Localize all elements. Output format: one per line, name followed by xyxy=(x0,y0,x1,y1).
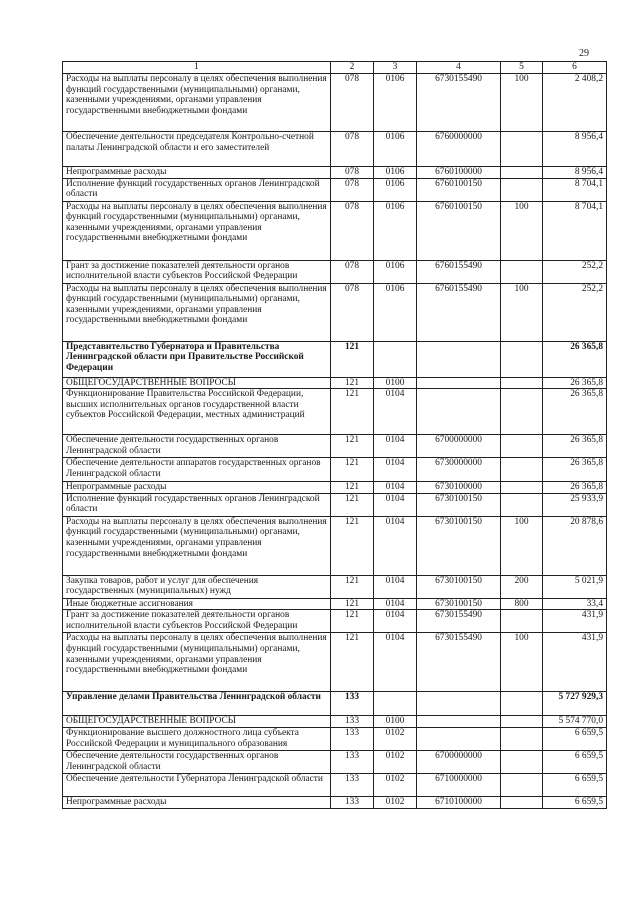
cell-org-code: 121 xyxy=(331,389,374,435)
cell-target-code: 6730000000 xyxy=(417,458,501,482)
cell-org-code: 121 xyxy=(331,610,374,633)
table-row xyxy=(63,341,607,377)
cell-name: Расходы на выплаты персоналу в целях обеспечения выполнения функций государственными (муниципальными) органами, казенными учреждениями, органами управления государственными внебюджетными фондами xyxy=(63,283,331,341)
cell-org-code: 133 xyxy=(331,796,374,808)
table-row xyxy=(63,610,607,633)
cell-expense-type xyxy=(501,178,543,201)
column-header-section: 3 xyxy=(374,62,417,74)
cell-target-code xyxy=(417,341,501,377)
cell-section-code: 0104 xyxy=(374,633,417,692)
cell-name: ОБЩЕГОСУДАРСТВЕННЫЕ ВОПРОСЫ xyxy=(63,716,331,728)
cell-target-code: 6760155490 xyxy=(417,283,501,341)
cell-name: Грант за достижение показателей деятельности органов исполнительной власти субъектов Российской Федерации xyxy=(63,260,331,283)
cell-sum: 6 659,5 xyxy=(543,750,607,773)
cell-sum: 8 956,4 xyxy=(543,167,607,179)
table-row xyxy=(63,167,607,179)
cell-org-code: 078 xyxy=(331,201,374,260)
column-header-org: 2 xyxy=(331,62,374,74)
table-row xyxy=(63,283,607,341)
cell-org-code: 121 xyxy=(331,516,374,575)
table-row xyxy=(63,716,607,728)
cell-org-code: 133 xyxy=(331,773,374,796)
table-header-row xyxy=(63,62,607,74)
cell-org-code: 133 xyxy=(331,727,374,750)
cell-target-code: 6700000000 xyxy=(417,435,501,458)
cell-org-code: 121 xyxy=(331,458,374,482)
cell-expense-type: 100 xyxy=(501,74,543,132)
cell-sum: 26 365,8 xyxy=(543,389,607,435)
cell-name: Функционирование Правительства Российской Федерации, высших исполнительных органов государственной власти субъектов Российской Федерации, местных администраций xyxy=(63,389,331,435)
cell-target-code: 6730155490 xyxy=(417,610,501,633)
cell-expense-type: 200 xyxy=(501,575,543,598)
cell-sum: 8 704,1 xyxy=(543,178,607,201)
cell-sum: 25 933,9 xyxy=(543,493,607,516)
cell-section-code: 0102 xyxy=(374,796,417,808)
cell-expense-type xyxy=(501,773,543,796)
cell-target-code xyxy=(417,377,501,389)
cell-expense-type: 100 xyxy=(501,201,543,260)
cell-sum: 8 956,4 xyxy=(543,132,607,167)
cell-expense-type xyxy=(501,458,543,482)
column-header-expense-type: 5 xyxy=(501,62,543,74)
table-row xyxy=(63,493,607,516)
cell-target-code xyxy=(417,692,501,716)
cell-org-code: 078 xyxy=(331,260,374,283)
cell-name: Исполнение функций государственных органов Ленинградской области xyxy=(63,493,331,516)
cell-target-code: 6760155490 xyxy=(417,260,501,283)
cell-expense-type xyxy=(501,716,543,728)
table-row xyxy=(63,773,607,796)
cell-expense-type xyxy=(501,482,543,494)
table-row xyxy=(63,516,607,575)
cell-target-code: 6710100000 xyxy=(417,796,501,808)
column-header-name: 1 xyxy=(63,62,331,74)
cell-name: Обеспечение деятельности государственных органов Ленинградской области xyxy=(63,750,331,773)
cell-name: Грант за достижение показателей деятельности органов исполнительной власти субъектов Российской Федерации xyxy=(63,610,331,633)
cell-section-code: 0104 xyxy=(374,493,417,516)
table-row xyxy=(63,458,607,482)
budget-table xyxy=(62,61,607,809)
cell-sum: 26 365,8 xyxy=(543,435,607,458)
cell-expense-type: 100 xyxy=(501,633,543,692)
cell-section-code: 0106 xyxy=(374,260,417,283)
cell-target-code: 6730100150 xyxy=(417,598,501,610)
cell-section-code xyxy=(374,692,417,716)
cell-target-code: 6760100000 xyxy=(417,167,501,179)
cell-sum: 252,2 xyxy=(543,260,607,283)
cell-name: ОБЩЕГОСУДАРСТВЕННЫЕ ВОПРОСЫ xyxy=(63,377,331,389)
table-row xyxy=(63,750,607,773)
cell-section-code xyxy=(374,341,417,377)
cell-section-code: 0106 xyxy=(374,167,417,179)
table-row xyxy=(63,633,607,692)
cell-org-code: 078 xyxy=(331,283,374,341)
cell-section-code: 0106 xyxy=(374,132,417,167)
cell-org-code: 121 xyxy=(331,575,374,598)
cell-section-code: 0100 xyxy=(374,377,417,389)
table-row xyxy=(63,598,607,610)
cell-expense-type xyxy=(501,727,543,750)
cell-expense-type: 800 xyxy=(501,598,543,610)
cell-name: Обеспечение деятельности государственных органов Ленинградской области xyxy=(63,435,331,458)
cell-expense-type xyxy=(501,750,543,773)
cell-section-code: 0106 xyxy=(374,178,417,201)
cell-sum: 6 659,5 xyxy=(543,727,607,750)
cell-sum: 5 574 770,0 xyxy=(543,716,607,728)
cell-name: Расходы на выплаты персоналу в целях обеспечения выполнения функций государственными (муниципальными) органами, казенными учреждениями, органами управления государственными внебюджетными фондами xyxy=(63,516,331,575)
cell-section-code: 0104 xyxy=(374,435,417,458)
cell-sum: 6 659,5 xyxy=(543,773,607,796)
cell-expense-type xyxy=(501,167,543,179)
column-header-sum: 6 xyxy=(543,62,607,74)
cell-name: Непрограммные расходы xyxy=(63,482,331,494)
cell-section-code: 0102 xyxy=(374,750,417,773)
cell-sum: 431,9 xyxy=(543,633,607,692)
cell-org-code: 078 xyxy=(331,132,374,167)
table-row xyxy=(63,74,607,132)
cell-name: Обеспечение деятельности председателя Контрольно-счетной палаты Ленинградской области и его заместителей xyxy=(63,132,331,167)
cell-name: Непрограммные расходы xyxy=(63,796,331,808)
cell-org-code: 121 xyxy=(331,598,374,610)
table-row xyxy=(63,132,607,167)
page-number: 29 xyxy=(579,48,589,59)
cell-org-code: 133 xyxy=(331,716,374,728)
table-row xyxy=(63,796,607,808)
cell-org-code: 121 xyxy=(331,377,374,389)
cell-sum: 5 727 929,3 xyxy=(543,692,607,716)
cell-org-code: 133 xyxy=(331,750,374,773)
cell-section-code: 0104 xyxy=(374,458,417,482)
cell-section-code: 0104 xyxy=(374,482,417,494)
cell-org-code: 078 xyxy=(331,167,374,179)
cell-target-code: 6710000000 xyxy=(417,773,501,796)
cell-sum: 431,9 xyxy=(543,610,607,633)
cell-section-code: 0106 xyxy=(374,283,417,341)
cell-sum: 26 365,8 xyxy=(543,458,607,482)
cell-name: Расходы на выплаты персоналу в целях обеспечения выполнения функций государственными (муниципальными) органами, казенными учреждениями, органами управления государственными внебюджетными фондами xyxy=(63,201,331,260)
cell-target-code: 6700000000 xyxy=(417,750,501,773)
cell-target-code xyxy=(417,389,501,435)
cell-expense-type xyxy=(501,610,543,633)
cell-target-code: 6730155490 xyxy=(417,633,501,692)
table-row xyxy=(63,260,607,283)
cell-name: Представительство Губернатора и Правительства Ленинградской области при Правительстве Российской Федерации xyxy=(63,341,331,377)
table-row xyxy=(63,178,607,201)
cell-name: Расходы на выплаты персоналу в целях обеспечения выполнения функций государственными (муниципальными) органами, казенными учреждениями, органами управления государственными внебюджетными фондами xyxy=(63,633,331,692)
cell-sum: 8 704,1 xyxy=(543,201,607,260)
cell-name: Непрограммные расходы xyxy=(63,167,331,179)
cell-target-code xyxy=(417,716,501,728)
cell-name: Обеспечение деятельности аппаратов государственных органов Ленинградской области xyxy=(63,458,331,482)
cell-target-code: 6730155490 xyxy=(417,74,501,132)
cell-sum: 26 365,8 xyxy=(543,377,607,389)
cell-target-code: 6730100150 xyxy=(417,575,501,598)
cell-expense-type xyxy=(501,389,543,435)
cell-expense-type: 100 xyxy=(501,283,543,341)
cell-section-code: 0104 xyxy=(374,610,417,633)
table-row xyxy=(63,482,607,494)
cell-org-code: 078 xyxy=(331,178,374,201)
cell-org-code: 133 xyxy=(331,692,374,716)
cell-expense-type xyxy=(501,435,543,458)
cell-target-code: 6760100150 xyxy=(417,178,501,201)
cell-expense-type: 100 xyxy=(501,516,543,575)
cell-target-code: 6730100000 xyxy=(417,482,501,494)
cell-sum: 252,2 xyxy=(543,283,607,341)
cell-org-code: 121 xyxy=(331,435,374,458)
table-row xyxy=(63,727,607,750)
table-row xyxy=(63,389,607,435)
cell-section-code: 0100 xyxy=(374,716,417,728)
cell-section-code: 0104 xyxy=(374,516,417,575)
cell-expense-type xyxy=(501,493,543,516)
cell-org-code: 121 xyxy=(331,493,374,516)
cell-name: Функционирование высшего должностного лица субъекта Российской Федерации и муниципального образования xyxy=(63,727,331,750)
cell-sum: 26 365,8 xyxy=(543,482,607,494)
column-header-target: 4 xyxy=(417,62,501,74)
cell-sum: 20 878,6 xyxy=(543,516,607,575)
cell-org-code: 121 xyxy=(331,341,374,377)
table-row xyxy=(63,435,607,458)
cell-target-code: 6730100150 xyxy=(417,516,501,575)
table-row xyxy=(63,201,607,260)
cell-sum: 26 365,8 xyxy=(543,341,607,377)
cell-expense-type xyxy=(501,132,543,167)
cell-org-code: 121 xyxy=(331,482,374,494)
cell-target-code xyxy=(417,727,501,750)
cell-section-code: 0102 xyxy=(374,727,417,750)
cell-org-code: 121 xyxy=(331,633,374,692)
table-body xyxy=(63,74,607,809)
cell-sum: 2 408,2 xyxy=(543,74,607,132)
cell-section-code: 0104 xyxy=(374,598,417,610)
cell-target-code: 6760100150 xyxy=(417,201,501,260)
cell-sum: 6 659,5 xyxy=(543,796,607,808)
cell-target-code: 6760000000 xyxy=(417,132,501,167)
cell-name: Обеспечение деятельности Губернатора Ленинградской области xyxy=(63,773,331,796)
cell-expense-type xyxy=(501,692,543,716)
cell-section-code: 0104 xyxy=(374,389,417,435)
cell-name: Управление делами Правительства Ленинградской области xyxy=(63,692,331,716)
cell-expense-type xyxy=(501,796,543,808)
cell-name: Расходы на выплаты персоналу в целях обеспечения выполнения функций государственными (муниципальными) органами, казенными учреждениями, органами управления государственными внебюджетными фондами xyxy=(63,74,331,132)
table-row xyxy=(63,692,607,716)
cell-sum: 5 021,9 xyxy=(543,575,607,598)
table-row xyxy=(63,575,607,598)
cell-section-code: 0104 xyxy=(374,575,417,598)
cell-name: Закупка товаров, работ и услуг для обеспечения государственных (муниципальных) нужд xyxy=(63,575,331,598)
table-row xyxy=(63,377,607,389)
cell-section-code: 0102 xyxy=(374,773,417,796)
cell-org-code: 078 xyxy=(331,74,374,132)
cell-name: Иные бюджетные ассигнования xyxy=(63,598,331,610)
cell-sum: 33,4 xyxy=(543,598,607,610)
cell-section-code: 0106 xyxy=(374,74,417,132)
cell-target-code: 6730100150 xyxy=(417,493,501,516)
cell-name: Исполнение функций государственных органов Ленинградской области xyxy=(63,178,331,201)
cell-expense-type xyxy=(501,260,543,283)
cell-section-code: 0106 xyxy=(374,201,417,260)
cell-expense-type xyxy=(501,377,543,389)
cell-expense-type xyxy=(501,341,543,377)
